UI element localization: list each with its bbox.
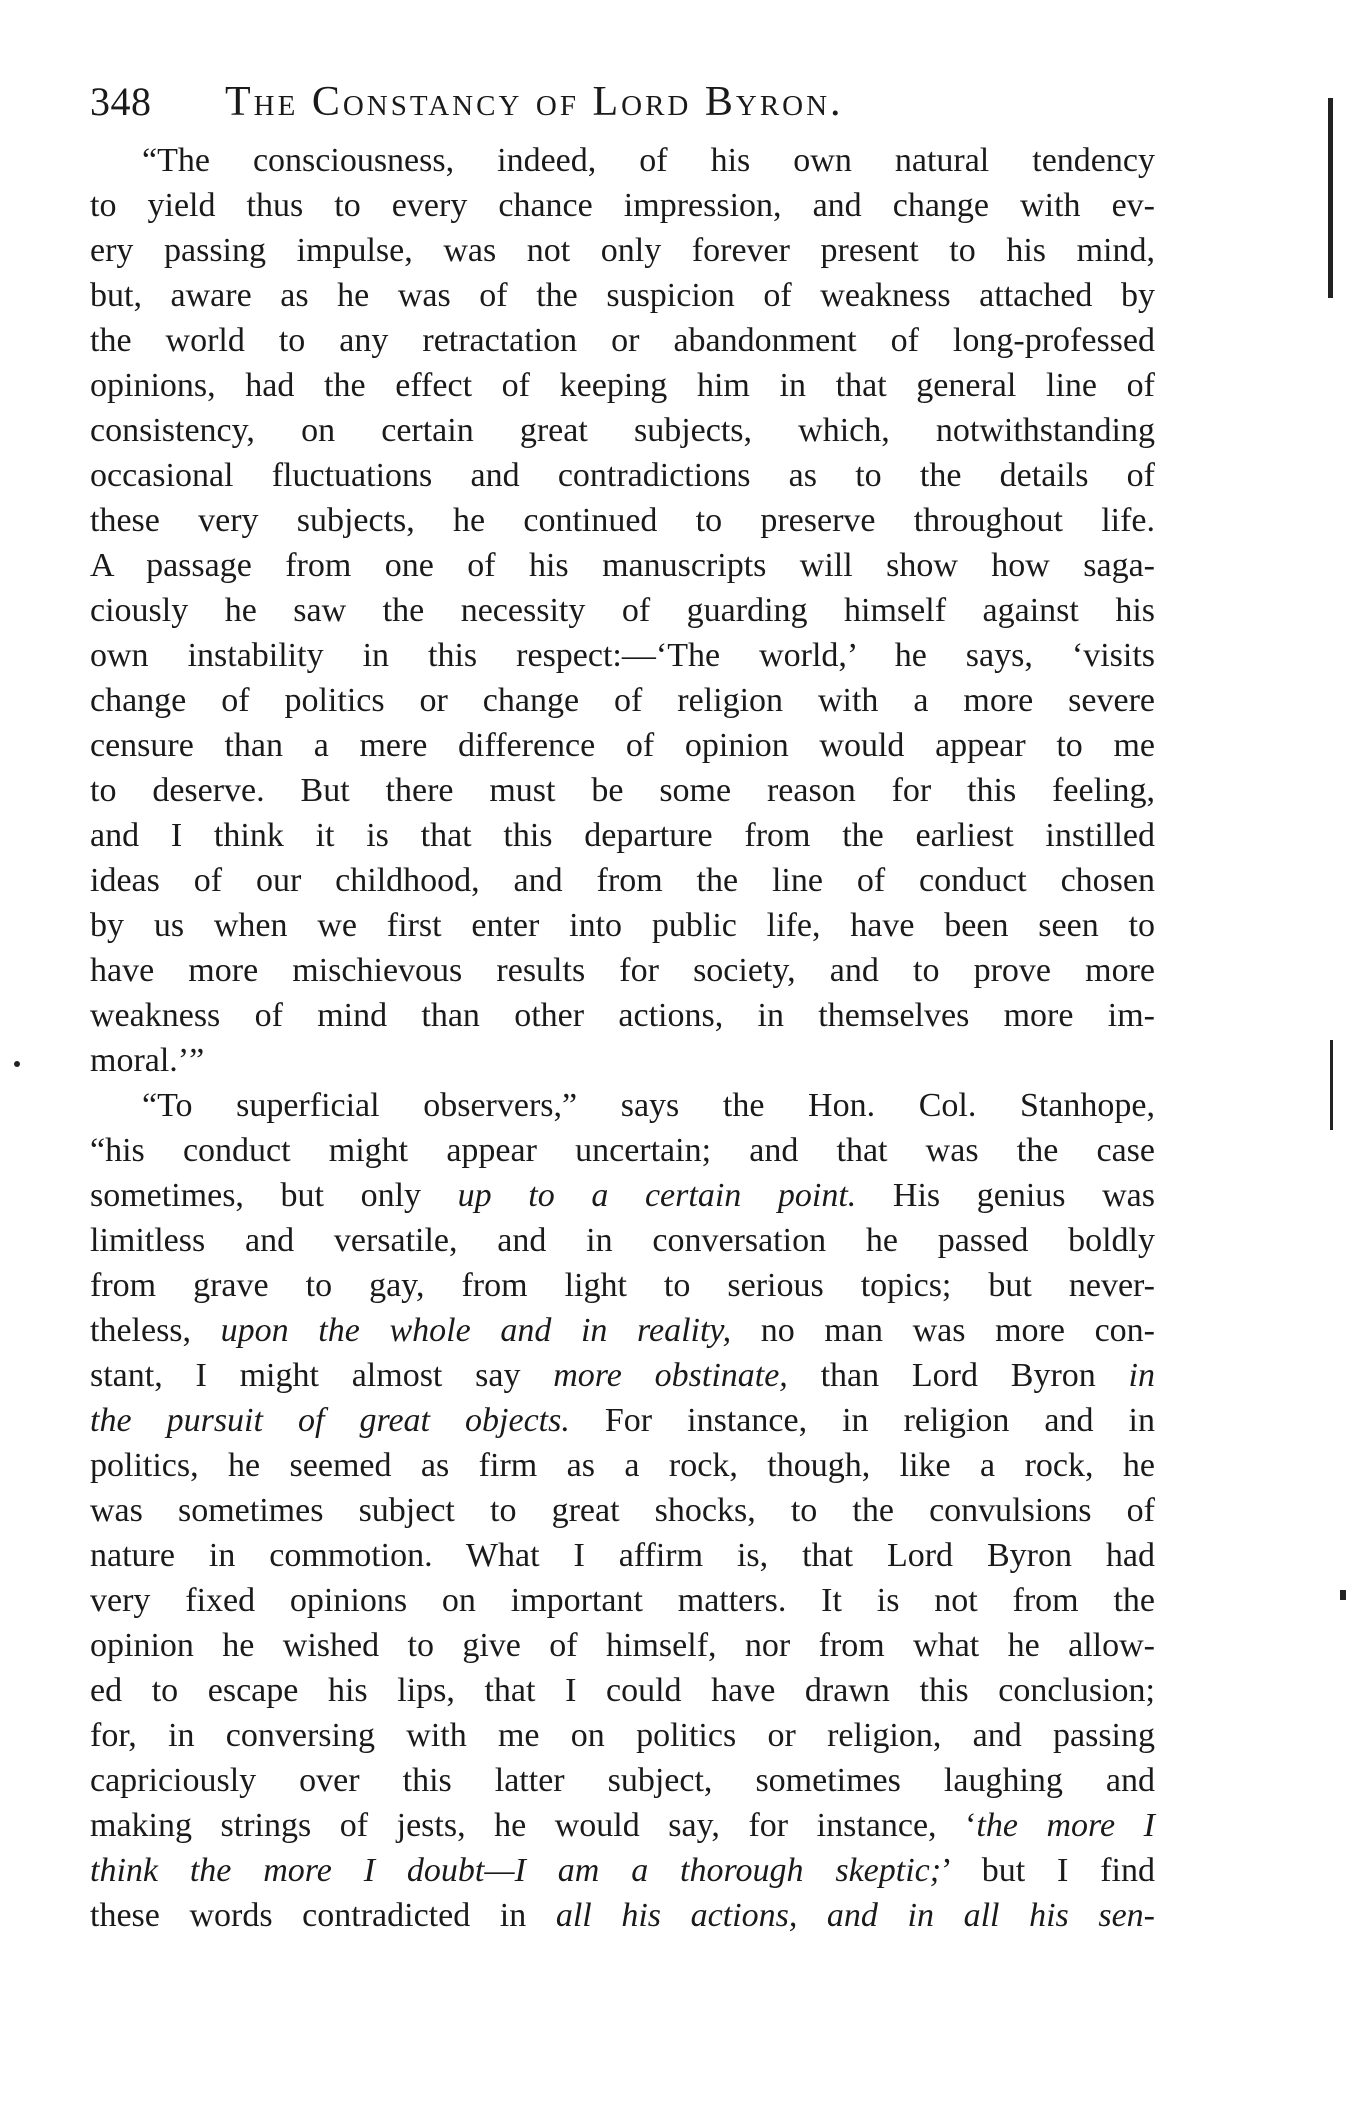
- text-line: censure than a mere difference of opinion would appear to me: [90, 727, 1155, 764]
- text-line: “his conduct might appear uncertain; and that was the case: [90, 1132, 1155, 1169]
- book-page: [90, 78, 1155, 1938]
- italic-phrase: the pursuit of great objects.: [90, 1402, 570, 1439]
- text-line: the pursuit of great objects. For instance, in religion and in: [90, 1402, 1155, 1439]
- text-line: nature in commotion. What I affirm is, that Lord Byron had: [90, 1537, 1155, 1574]
- text-line: these very subjects, he continued to preserve throughout life.: [90, 502, 1155, 539]
- text-line: these words contradicted in all his actions, and in all his sen-: [90, 1897, 1155, 1934]
- text-line: from grave to gay, from light to serious topics; but never-: [90, 1267, 1155, 1304]
- scan-edge-mark: [1340, 1590, 1346, 1600]
- text-line: for, in conversing with me on politics or religion, and passing: [90, 1717, 1155, 1754]
- text-line: to yield thus to every chance impression, and change with ev-: [90, 187, 1155, 224]
- text-line: weakness of mind than other actions, in themselves more im-: [90, 997, 1155, 1034]
- scan-speck: [14, 1061, 20, 1067]
- text-line: capriciously over this latter subject, sometimes laughing and: [90, 1762, 1155, 1799]
- text-line: A passage from one of his manuscripts will show how saga-: [90, 547, 1155, 584]
- italic-phrase: think the more I doubt—I am a thorough skeptic;: [90, 1852, 942, 1889]
- italic-phrase: the more I: [976, 1807, 1155, 1844]
- text-line: limitless and versatile, and in conversation he passed boldly: [90, 1222, 1155, 1259]
- text-line: “The consciousness, indeed, of his own natural tendency: [142, 142, 1155, 179]
- text-line: politics, he seemed as firm as a rock, though, like a rock, he: [90, 1447, 1155, 1484]
- text-line: theless, upon the whole and in reality, no man was more con-: [90, 1312, 1156, 1349]
- text-line: making strings of jests, he would say, for instance, ‘the more I: [90, 1807, 1155, 1844]
- text-line: sometimes, but only up to a certain point. His genius was: [90, 1177, 1155, 1214]
- body-text: [90, 138, 1155, 1938]
- text-line: own instability in this respect:—‘The world,’ he says, ‘visits: [90, 637, 1155, 674]
- text-line: ideas of our childhood, and from the line of conduct chosen: [90, 862, 1155, 899]
- text-line: moral.’”: [90, 1042, 205, 1079]
- text-line: and I think it is that this departure from the earliest instilled: [90, 817, 1155, 854]
- text-line: opinions, had the effect of keeping him in that general line of: [90, 367, 1155, 404]
- text-line: opinion he wished to give of himself, nor from what he allow-: [90, 1627, 1155, 1664]
- scan-edge-mark: [1330, 1040, 1333, 1130]
- italic-phrase: upon the whole and in reality,: [220, 1312, 732, 1349]
- text-line: ery passing impulse, was not only forever present to his mind,: [90, 232, 1155, 269]
- text-line: by us when we first enter into public life, have been seen to: [90, 907, 1155, 944]
- running-head: [90, 78, 1155, 130]
- paragraph-consciousness: [90, 138, 1155, 1083]
- text-line: the world to any retractation or abandonment of long-professed: [90, 322, 1155, 359]
- text-line: but, aware as he was of the suspicion of weakness attached by: [90, 277, 1155, 314]
- page-number: 348: [90, 79, 152, 124]
- italic-phrase: in: [1128, 1357, 1155, 1394]
- text-line: occasional fluctuations and contradictions as to the details of: [90, 457, 1155, 494]
- running-title: The Constancy of Lord Byron.: [225, 79, 844, 125]
- text-line: think the more I doubt—I am a thorough skeptic;’ but I find: [90, 1852, 1155, 1889]
- paragraph-stanhope: [90, 1083, 1155, 1938]
- text-line: consistency, on certain great subjects, which, notwithstanding: [90, 412, 1155, 449]
- text-line: ed to escape his lips, that I could have drawn this conclusion;: [90, 1672, 1155, 1709]
- italic-phrase: all his actions, and in all his sen-: [555, 1897, 1155, 1934]
- text-line: was sometimes subject to great shocks, to the convulsions of: [90, 1492, 1155, 1529]
- italic-phrase: more obstinate,: [553, 1357, 788, 1394]
- italic-phrase: up to a certain point.: [457, 1177, 857, 1214]
- text-line: ciously he saw the necessity of guarding himself against his: [90, 592, 1155, 629]
- text-line: very fixed opinions on important matters. It is not from the: [90, 1582, 1155, 1619]
- text-line: “To superficial observers,” says the Hon. Col. Stanhope,: [142, 1087, 1155, 1124]
- text-line: stant, I might almost say more obstinate, than Lord Byron in: [90, 1357, 1155, 1394]
- text-line: to deserve. But there must be some reason for this feeling,: [90, 772, 1155, 809]
- text-line: have more mischievous results for society, and to prove more: [90, 952, 1155, 989]
- scan-edge-mark: [1328, 98, 1333, 298]
- text-line: change of politics or change of religion with a more severe: [90, 682, 1155, 719]
